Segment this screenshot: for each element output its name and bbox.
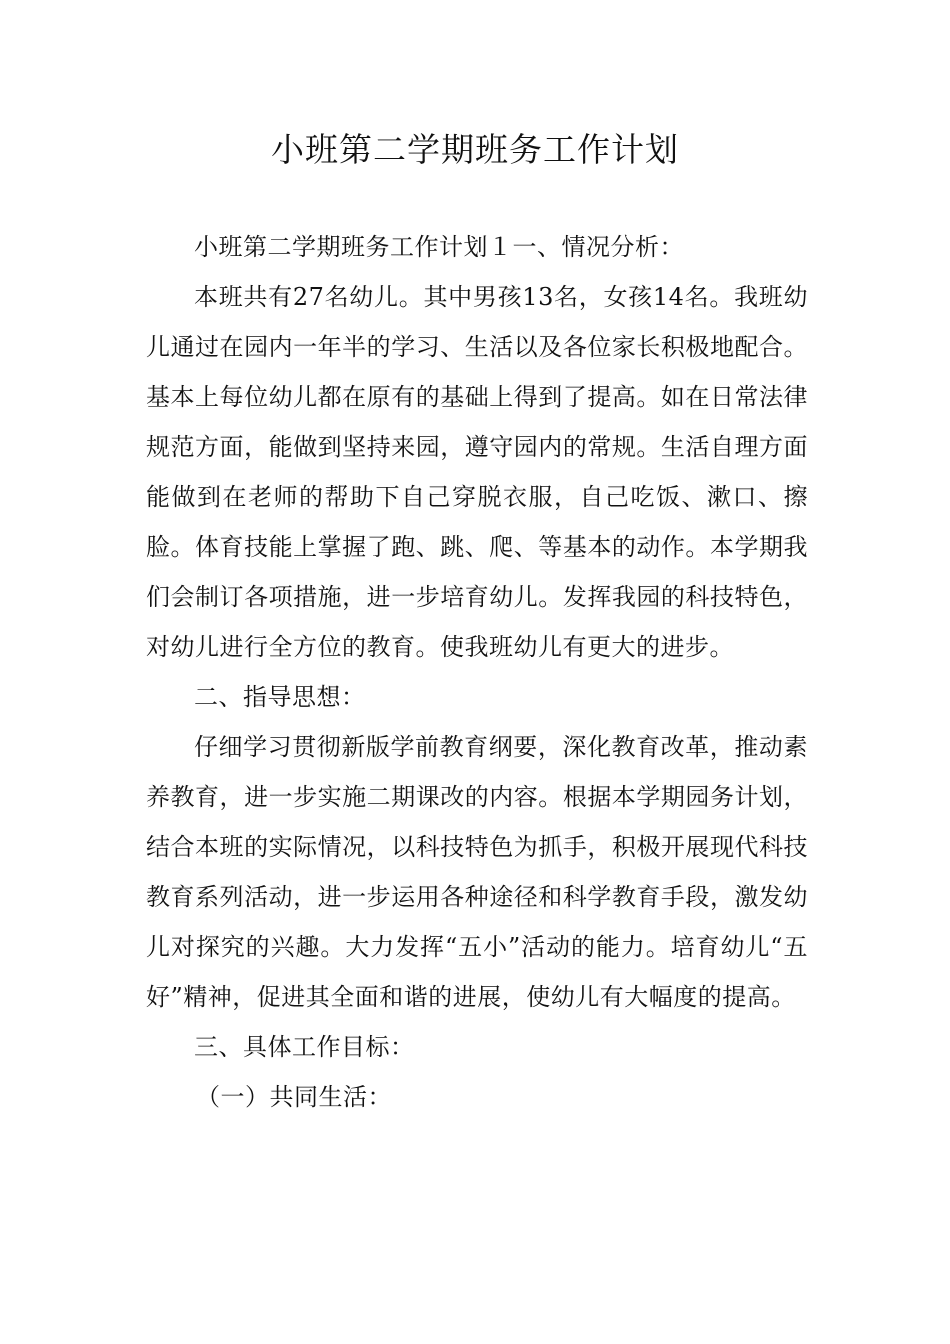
paragraph-situation-analysis: 本班共有27名幼儿。其中男孩13名，女孩14名。我班幼儿通过在园内一年半的学习、生活以及各位家长积极地配合。基本上每位幼儿都在原有的基础上得到了提高。如在日常法律规范方面，能做到坚持来园，遵守园内的常规。生活自理方面能做到在老师的帮助下自己穿脱衣服，自己吃饭、漱口、擦脸。体育技能上掌握了跑、跳、爬、等基本的动作。本学期我们会制订各项措施，进一步培育幼儿。发挥我园的科技特色，对幼儿进行全方位的教育。使我班幼儿有更大的进步。 [146,283,808,661]
heading-shared-life: （一）共同生活： [196,1083,392,1111]
document-body [146,222,808,1122]
heading-work-goals: 三、具体工作目标： [194,1033,415,1061]
paragraph-intro: 小班第二学期班务工作计划１一、情况分析： [194,233,684,261]
paragraph-guiding-ideology: 仔细学习贯彻新版学前教育纲要，深化教育改革，推动素养教育，进一步实施二期课改的内容。根据本学期园务计划，结合本班的实际情况，以科技特色为抓手，积极开展现代科技教育系列活动，进一步运用各种途径和科学教育手段，激发幼儿对探究的兴趣。大力发挥“五小”活动的能力。培育幼儿“五好”精神，促进其全面和谐的进展，使幼儿有大幅度的提高。 [146,733,808,1011]
document-title: 小班第二学期班务工作计划 [271,130,679,169]
heading-guiding-ideology: 二、指导思想： [194,683,366,711]
